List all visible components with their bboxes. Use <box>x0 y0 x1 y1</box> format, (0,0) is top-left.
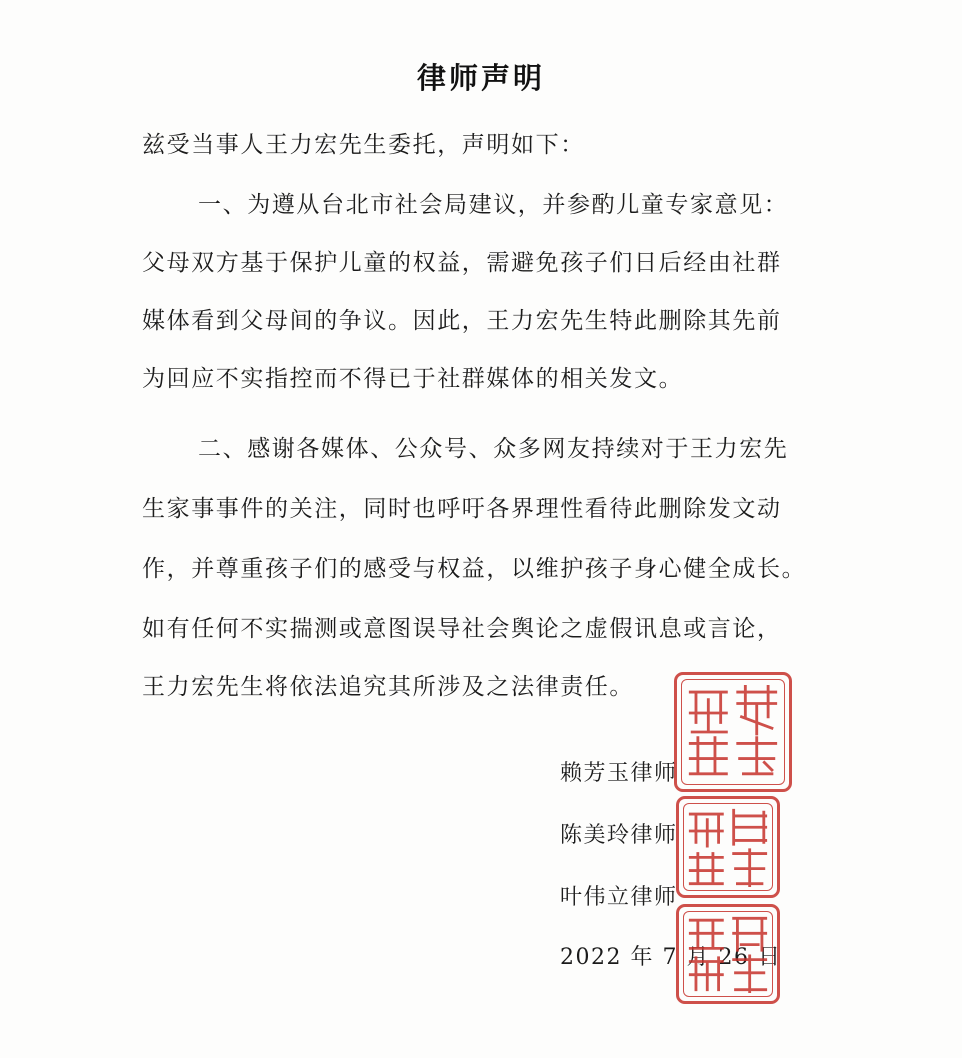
signer-1: 赖芳玉律师 <box>560 761 678 786</box>
signer-3: 叶伟立律师 <box>560 885 678 910</box>
lawyer-seal-2-icon <box>676 796 780 898</box>
body-line-3: 媒体看到父母间的争议。因此，王力宏先生特此删除其先前 <box>142 308 782 334</box>
body-line-7: 作，并尊重孩子们的感受与权益，以维护孩子身心健全成长。 <box>142 556 807 582</box>
signing-date: 2022 年 7 月 26 日 <box>560 945 782 970</box>
document-title: 律师声明 <box>416 61 545 95</box>
body-line-5: 二、感谢各媒体、公众号、众多网友持续对于王力宏先 <box>198 436 789 462</box>
body-line-2: 父母双方基于保护儿童的权益，需避免孩子们日后经由社群 <box>142 250 782 276</box>
body-line-9: 王力宏先生将依法追究其所涉及之法律责任。 <box>142 674 634 700</box>
body-line-6: 生家事事件的关注，同时也呼吁各界理性看待此删除发文动 <box>142 496 782 522</box>
body-line-4: 为回应不实指控而不得已于社群媒体的相关发文。 <box>142 366 684 392</box>
signer-2: 陈美玲律师 <box>560 823 678 848</box>
lawyer-seal-1-icon <box>674 672 792 792</box>
lawyer-seal-3-icon <box>676 904 780 1004</box>
intro-line: 兹受当事人王力宏先生委托，声明如下： <box>142 132 585 158</box>
body-line-1: 一、为遵从台北市社会局建议，并参酌儿童专家意见： <box>198 192 789 218</box>
body-line-8: 如有任何不实揣测或意图误导社会舆论之虚假讯息或言论， <box>142 616 782 642</box>
